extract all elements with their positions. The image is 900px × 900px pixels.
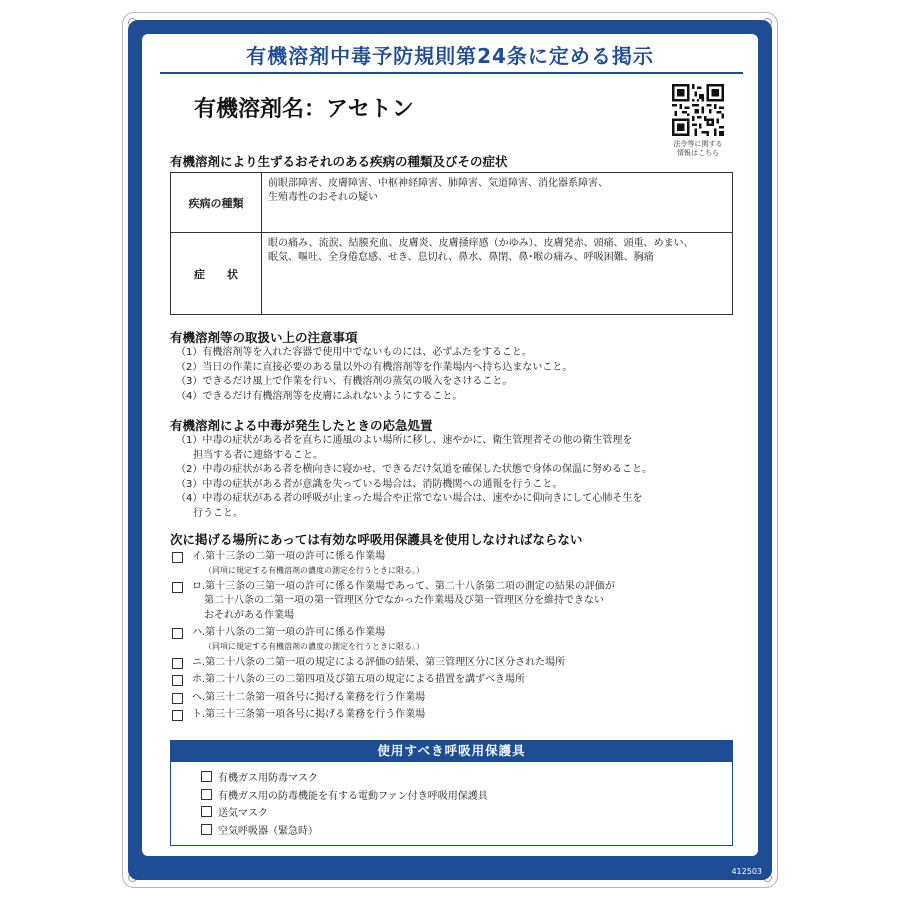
symptom-value [262,233,733,315]
handling-heading: 有機溶剤等の取扱い上の注意事項 [170,330,358,345]
diseases-heading: 有機溶剤により生ずるおそれのある疾病の種類及びその症状 [170,154,508,169]
place-item-ni [172,656,742,671]
respirator-label: 空気呼吸器（緊急時） [218,825,318,837]
respirator-item [201,803,488,821]
table-row [171,173,733,233]
place-text [192,708,425,723]
disease-type-line: 前眼部障害、皮膚障害、中枢神経障害、肺障害、気道障害、消化器系障害、 [268,178,608,189]
disease-type-value [262,173,733,233]
list-item-continued: 行うこと。 [193,507,243,519]
title-rule [160,72,743,74]
list-item: （3）できるだけ風上で作業を行い、有機溶剤の蒸気の吸入をさけること。 [176,376,513,387]
place-line: イ.第十三条の二第一項の許可に係る作業場 [192,551,386,562]
place-checkbox[interactable] [172,693,183,704]
list-item: （2）当日の作業に直接必要のある量以外の有機溶剤等を作業場内へ持ち込まないこと。 [176,361,573,373]
place-text [192,580,615,624]
qr-caption-line: 情報はこちら [677,149,719,157]
respirator-item [201,786,488,804]
place-item-ro [172,580,742,624]
place-checkbox[interactable] [172,675,183,686]
place-line: ト.第三十三条第一項各号に掲げる業務を行う作業場 [192,709,426,720]
symptom-line: 眼の痛み、流涙、結膜充血、皮膚炎、皮膚掻痒感（かゆみ）、皮膚発赤、頭痛、頭重、めまい、 [268,238,694,249]
place-checkbox[interactable] [172,658,183,669]
list-item: （1）有機溶剤等を入れた容器で使用中でないものには、必ずふたをすること。 [176,347,532,358]
respirator-item [201,768,488,786]
place-text [192,673,525,688]
place-checkbox[interactable] [172,552,183,563]
place-note: （同項に規定する有機溶剤の濃度の測定を行うときに限る。） [204,641,424,651]
place-line: ホ.第二十八条の三の二第四項及び第五項の規定による措置を講ずべき場所 [192,674,525,685]
place-item-ho [172,673,742,688]
emergency-heading: 有機溶剤による中毒が発生したときの応急処置 [170,418,433,433]
place-line: ハ.第十八条の二第一項の許可に係る作業場 [192,627,386,638]
place-line: ヘ.第三十二条第一項各号に掲げる業務を行う作業場 [192,691,426,703]
respirator-checkbox[interactable] [201,806,212,817]
respirator-checkbox[interactable] [201,824,212,835]
place-line: おそれがある作業場 [204,609,294,621]
respirator-label: 有機ガス用防毒マスク [218,773,318,785]
handling-list [176,346,572,404]
place-text [192,626,424,653]
list-item: （2）中毒の症状がある者を横向きに寝かせ、できるだけ気道を確保した状態で身体の保温に努めること。 [176,464,653,475]
list-item: （4）中毒の症状がある者の呼吸が止まった場合や正常でない場合は、速やかに仰向きにして心肺そ生を [176,493,643,504]
respirator-item [201,821,488,839]
respirator-label: 有機ガス用の防毒機能を有する電動ファン付き呼吸用保護具 [218,790,488,802]
solvent-name: 有機溶剤名：アセトン [194,97,414,122]
list-item: （4）できるだけ有機溶剤等を皮膚にふれないようにすること。 [176,390,463,402]
respirator-checkbox[interactable] [201,771,212,782]
sign-board [122,12,778,888]
qr-caption [658,140,738,158]
respirator-checklist [201,768,488,838]
place-item-he [172,691,742,706]
symptom-label: 症 状 [171,233,262,315]
place-checkbox[interactable] [172,628,183,639]
list-item: （1）中毒の症状がある者を直ちに通風のよい場所に移し、速やかに、衛生管理者その他の衛生管理を [176,435,633,446]
place-text [192,691,425,706]
product-code: 412503 [731,867,762,876]
places-heading: 次に掲げる場所にあっては有効な呼吸用保護具を使用しなければならない [170,532,583,547]
place-item-ha [172,626,742,653]
place-line: 第二十八条の二第一項の第一管理区分でなかった作業場及び第一管理区分を維持できない [204,595,604,606]
disease-table [170,172,733,315]
place-line: ニ.第二十八条の二第一項の規定による評価の結果、第三管理区分に区分された場所 [192,656,566,668]
place-note: （同項に規定する有機溶剤の濃度の測定を行うときに限る。） [204,565,424,575]
blue-frame [128,20,772,880]
qr-code-icon[interactable] [672,84,724,136]
place-item-i [172,550,742,577]
places-checklist [172,550,742,726]
disease-type-line: 生殖毒性のおそれの疑い [268,192,378,203]
sign-content [142,34,758,856]
disease-type-label: 疾病の種類 [171,173,262,233]
place-checkbox[interactable] [172,582,183,593]
emergency-list [176,434,652,521]
list-item-continued: 担当する者に連絡すること。 [193,449,323,461]
respirator-heading: 使用すべき呼吸用保護具 [170,740,733,762]
respirator-checkbox[interactable] [201,789,212,800]
symptom-line: 眠気、嘔吐、全身倦怠感、せき、息切れ、鼻水、鼻閉、鼻･喉の痛み、呼吸困難、胸痛 [268,252,654,263]
list-item: （3）中毒の症状がある者が意識を失っている場合は、消防機関への通報を行うこと。 [176,478,563,490]
respirator-box [170,762,733,846]
place-text [192,550,424,577]
table-row [171,233,733,315]
sign-title: 有機溶剤中毒予防規則第24条に定める掲示 [246,44,654,68]
place-item-to [172,708,742,723]
respirator-label: 送気マスク [218,808,268,820]
place-checkbox[interactable] [172,710,183,721]
place-text [192,656,565,671]
place-line: ロ.第十三条の三第一項の許可に係る作業場であって、第二十八条第二項の測定の結果の評価が [192,580,615,592]
qr-caption-line: 法令等に関する [673,140,723,148]
